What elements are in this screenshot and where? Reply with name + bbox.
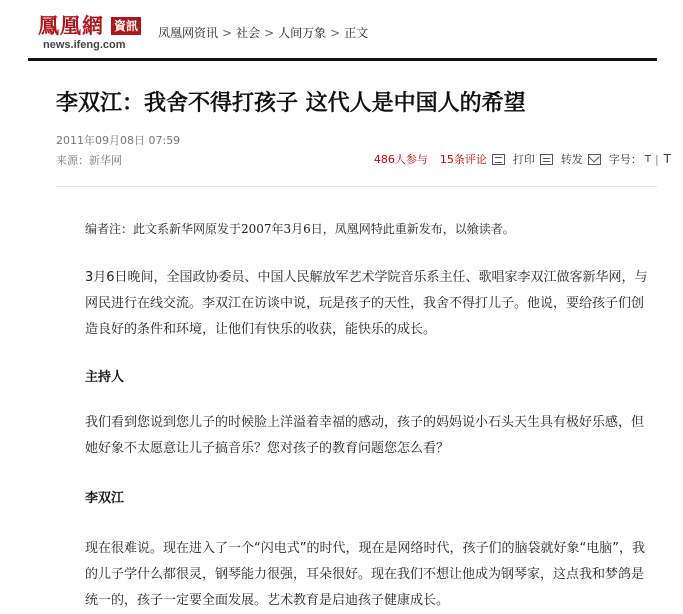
article-paragraph-2: 我们看到您说到您儿子的时候脸上洋溢着幸福的感动，孩子的妈妈说小石头天生具有极好乐感，但她好象不太愿意让儿子搞音乐？您对孩子的教育问题您怎么看？ (85, 415, 645, 456)
article-paragraph-3: 现在很难说。现在进入了一个“闪电式”的时代，现在是网络时代，孩子们的脑袋就好象“电脑”，我的儿子学什么都很灵，钢琴能力很强，耳朵很好。现在我们不想让他成为钢琴家，这点我和梦鸽是统一的，孩子一定要全面发展。艺术教育是启迪孩子健康成长。 (85, 541, 645, 608)
comment-icon[interactable] (492, 154, 505, 165)
print-button[interactable]: 打印 (512, 153, 535, 166)
logo-text: 鳳凰網 (38, 13, 104, 38)
breadcrumb-separator: > (222, 26, 233, 40)
header-divider (28, 58, 657, 61)
font-divider: | (654, 152, 659, 166)
breadcrumb (158, 24, 368, 41)
font-small-button[interactable]: T (644, 153, 651, 165)
breadcrumb-separator: > (330, 26, 341, 40)
article-toolbar (374, 151, 671, 167)
share-button[interactable]: 转发 (560, 153, 583, 166)
breadcrumb-human-world[interactable]: 人间万象 (278, 26, 327, 40)
editor-note: 编者注：此文系新华网原发于2007年3月6日，凤凰网特此重新发布，以飨读者。 (85, 222, 515, 236)
publish-date: 2011年09月08日 07:59 (56, 134, 181, 147)
mail-icon[interactable] (588, 154, 601, 165)
article-title: 李双江：我舍不得打孩子 这代人是中国人的希望 (56, 91, 526, 116)
article-paragraph-1: 3月6日晚间，全国政协委员、中国人民解放军艺术学院音乐系主任、歌唱家李双江做客新华网，与网民进行在线交流。李双江在访谈中说，玩是孩子的天性，我舍不得打儿子。他说，要给孩子们创造良好的条件和环境，让他们有快乐的收获，能快乐的成长。 (85, 270, 648, 337)
breadcrumb-separator: > (264, 26, 275, 40)
font-large-button[interactable]: T (663, 152, 671, 166)
participants-link[interactable]: 486人参与 (373, 153, 428, 166)
logo-badge: 資訊 (111, 17, 141, 35)
speaker-li-shuangjiang: 李双江 (85, 491, 125, 506)
breadcrumb-ifeng-news[interactable]: 凤凰网资讯 (158, 26, 219, 40)
speaker-host: 主持人 (85, 370, 125, 385)
breadcrumb-current: 正文 (344, 26, 369, 40)
site-header (0, 0, 683, 62)
ifeng-logo[interactable] (38, 14, 150, 52)
font-size-label: 字号： (608, 153, 642, 166)
article-source: 来源：新华网 (56, 154, 122, 167)
print-icon[interactable] (540, 154, 553, 165)
comments-link[interactable]: 15条评论 (439, 153, 487, 166)
breadcrumb-society[interactable]: 社会 (236, 26, 261, 40)
meta-divider (56, 186, 657, 187)
logo-url: news.ifeng.com (43, 39, 126, 51)
